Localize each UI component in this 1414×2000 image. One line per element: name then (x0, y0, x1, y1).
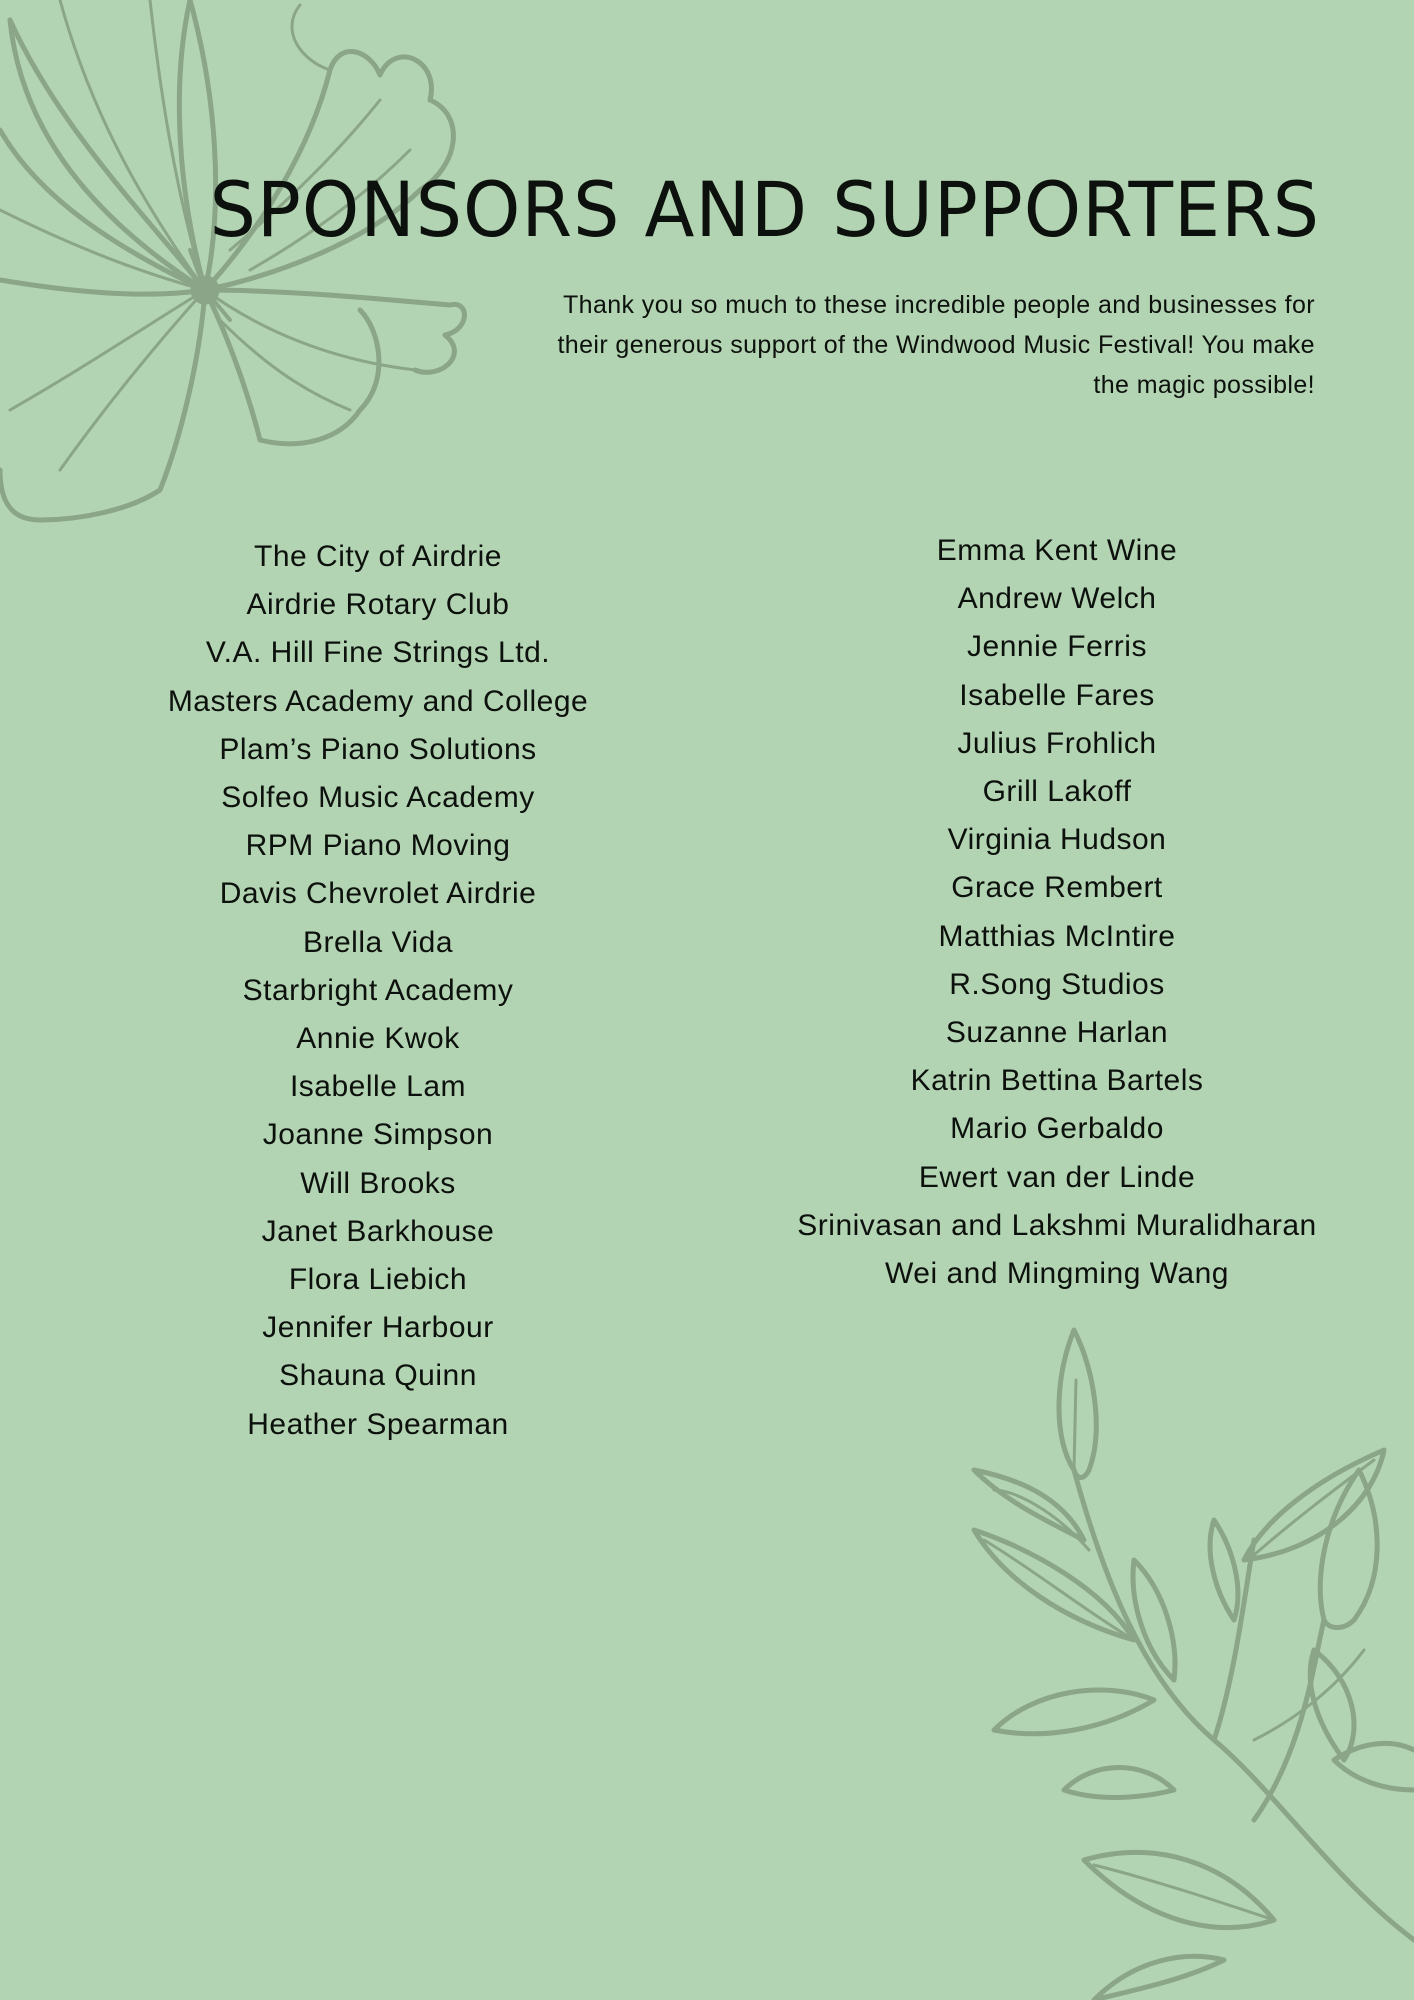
list-item: Julius Frohlich (957, 726, 1157, 760)
list-item: Brella Vida (302, 925, 454, 959)
list-item: Annie Kwok (296, 1022, 460, 1056)
list-item: Isabelle Fares (959, 678, 1155, 712)
list-item: Joanne Simpson (262, 1118, 494, 1152)
list-item: RPM Piano Moving (245, 829, 511, 863)
list-item: Masters Academy and College (167, 684, 589, 718)
list-item: Andrew Welch (957, 582, 1157, 616)
sponsor-list-left (108, 533, 648, 1449)
list-item: Matthias McIntire (938, 919, 1176, 953)
list-item: Ewert van der Linde (918, 1160, 1196, 1194)
page-title: SPONSORS AND SUPPORTERS (209, 165, 1320, 254)
list-item: Wei and Mingming Wang (885, 1257, 1229, 1291)
list-item: Davis Chevrolet Airdrie (219, 877, 537, 911)
list-item: Flora Liebich (288, 1263, 468, 1297)
list-item: R.Song Studios (949, 967, 1165, 1001)
leaf-branch-illustration (914, 1320, 1414, 2000)
list-item: Suzanne Harlan (945, 1016, 1169, 1050)
list-item: Virginia Hudson (947, 823, 1167, 857)
list-item: Mario Gerbaldo (950, 1112, 1164, 1146)
sponsor-list-right (740, 527, 1374, 1298)
list-item: The City of Airdrie (254, 540, 502, 573)
list-item: Isabelle Lam (289, 1070, 467, 1104)
list-item: Shauna Quinn (279, 1359, 477, 1393)
list-item: Heather Spearman (247, 1407, 509, 1441)
list-item: Plam’s Piano Solutions (219, 732, 537, 766)
list-item: Will Brooks (300, 1166, 456, 1200)
list-item: Airdrie Rotary Club (246, 588, 510, 622)
list-item: V.A. Hill Fine Strings Ltd. (205, 636, 551, 670)
list-item: Srinivasan and Lakshmi Muralidharan (797, 1208, 1317, 1242)
list-item: Starbright Academy (242, 973, 514, 1007)
flower-illustration (0, 0, 520, 540)
thank-you-message: Thank you so much to these incredible people and businesses for their generous support of the Windwood Music Festival! You make the magic possible! (557, 291, 1315, 399)
list-item: Grace Rembert (951, 871, 1163, 905)
list-item: Jennie Ferris (967, 630, 1147, 664)
list-item: Emma Kent Wine (936, 534, 1178, 567)
list-item: Katrin Bettina Bartels (910, 1064, 1204, 1098)
list-item: Solfeo Music Academy (221, 781, 535, 815)
list-item: Grill Lakoff (982, 775, 1132, 809)
list-item: Jennifer Harbour (262, 1311, 494, 1345)
list-item: Janet Barkhouse (261, 1214, 495, 1248)
